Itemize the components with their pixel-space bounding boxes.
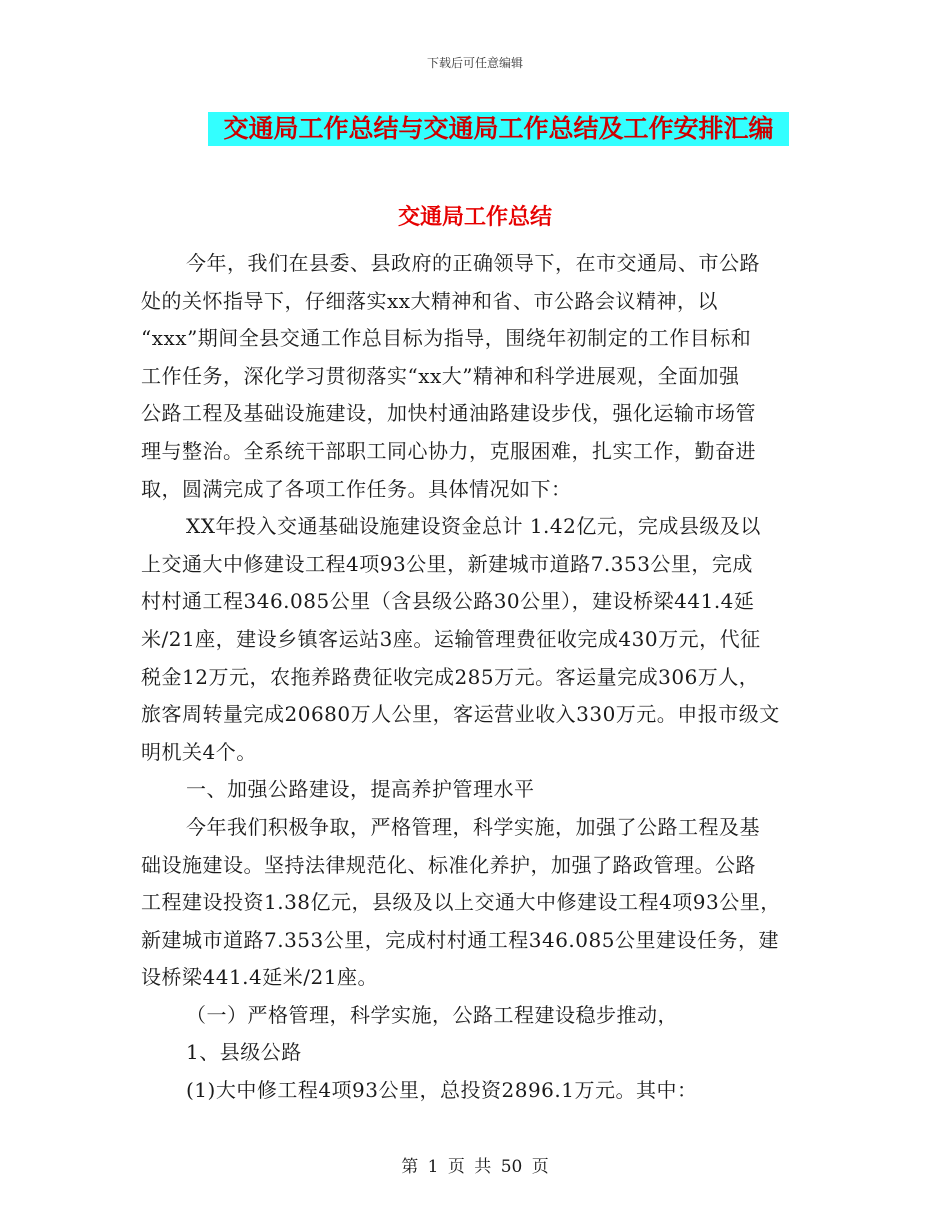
text-line: 村村通工程346.085公里（含县级公路30公里），建设桥梁441.4延 <box>141 589 755 614</box>
header-note: 下载后可任意编辑 <box>426 56 523 70</box>
text-line: （一）严格管理，科学实施，公路工程建设稳步推动， <box>186 1002 678 1027</box>
text-line: 1、县级公路 <box>186 1040 302 1065</box>
page-number: 第 1 页 共 50 页 <box>401 1157 549 1177</box>
text-line: 旅客周转量完成20680万人公里，客运营业收入330万元。申报市级文 <box>141 702 780 727</box>
text-line: “xxx”期间全县交通工作总目标为指导，围绕年初制定的工作目标和 <box>141 326 752 351</box>
text-line: (1)大中修工程4项93公里，总投资2896.1万元。其中： <box>186 1078 698 1103</box>
text-line: 理与整治。全系统干部职工同心协力，克服困难，扎实工作，勤奋进 <box>141 438 756 463</box>
text-line: XX年投入交通基础设施建设资金总计 1.42亿元，完成县级及以 <box>186 514 761 539</box>
text-line: 上交通大中修建设工程4项93公里，新建城市道路7.353公里，完成 <box>141 551 753 576</box>
text-line: 新建城市道路7.353公里，完成村村通工程346.085公里建设任务，建 <box>141 927 779 952</box>
text-line: 今年，我们在县委、县政府的正确领导下，在市交通局、市公路 <box>186 251 760 275</box>
text-line: 工程建设投资1.38亿元，县级及以上交通大中修建设工程4项93公里， <box>141 890 781 915</box>
text-line: 今年我们积极争取，严格管理，科学实施，加强了公路工程及基 <box>186 814 760 839</box>
text-line: 明机关4个。 <box>141 739 257 764</box>
text-line: 税金12万元，农拖养路费征收完成285万元。客运量完成306万人， <box>141 664 760 689</box>
text-line: 一、加强公路建设，提高养护管理水平 <box>186 777 535 802</box>
text-line: 设桥梁441.4延米/21座。 <box>141 965 378 990</box>
text-line: 米/21座，建设乡镇客运站3座。运输管理费征收完成430万元，代征 <box>141 626 761 651</box>
text-line: 取，圆满完成了各项工作任务。具体情况如下： <box>141 476 572 501</box>
text-line: 工作任务，深化学习贯彻落实“xx大”精神和科学进展观，全面加强 <box>141 363 740 388</box>
text-line: 础设施建设。坚持法律规范化、标准化养护，加强了路政管理。公路 <box>141 852 756 877</box>
section-title: 交通局工作总结 <box>397 204 552 230</box>
text-line: 处的关怀指导下，仔细落实xx大精神和省、市公路会议精神，以 <box>141 288 719 313</box>
body-text <box>141 245 813 1110</box>
document-title: 交通局工作总结与交通局工作总结及工作安排汇编 <box>208 112 789 146</box>
text-line: 公路工程及基础设施建设，加快村通油路建设步伐，强化运输市场管 <box>141 401 756 426</box>
